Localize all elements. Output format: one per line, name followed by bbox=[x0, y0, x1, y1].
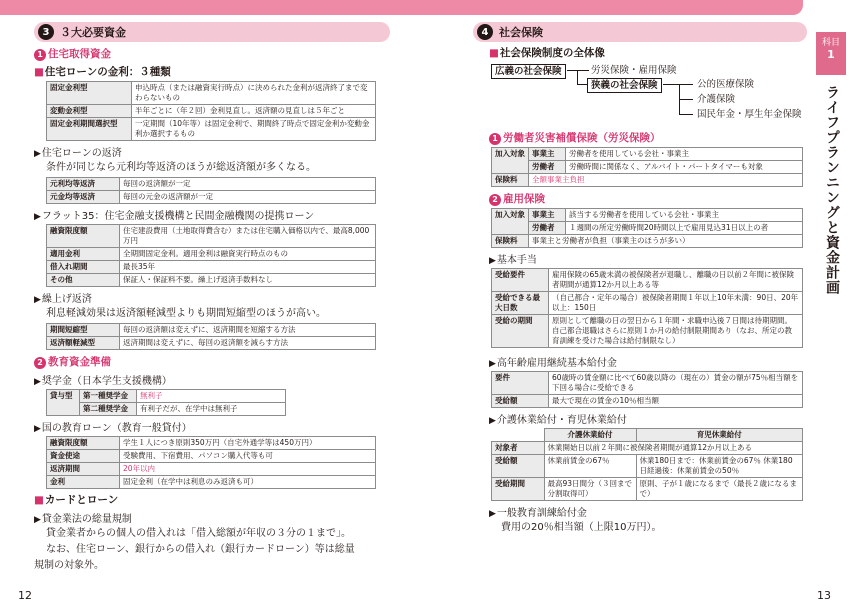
diagram-pension: 国民年金・厚生年金保険 bbox=[697, 109, 802, 120]
row-value: 最大で現在の賃金の10％相当額 bbox=[549, 395, 803, 408]
section-header-3 bbox=[34, 22, 390, 42]
table-row bbox=[492, 442, 803, 455]
row-value: 20年以内 bbox=[120, 463, 376, 476]
row-value: 半年ごとに（年２回）金利見直し。返済額の見直しは５年ごと bbox=[132, 105, 376, 118]
heading-leave-benefits: ▶ 介護休業給付・育児休業給付 bbox=[489, 411, 807, 426]
row-header: 固定金利期間選択型 bbox=[47, 118, 132, 141]
row-header: 資金使途 bbox=[47, 450, 120, 463]
table-row bbox=[492, 161, 803, 174]
row-value: 受験費用、下宿費用、パソコン購入代等も可 bbox=[120, 450, 376, 463]
paragraph: 条件が同じなら元利均等返済のほうが総返済額が多くなる。 bbox=[46, 162, 316, 173]
row-value: １週間の所定労働時間20時間以上で雇用見込31日以上の者 bbox=[566, 222, 803, 235]
row-header: 受給期間 bbox=[492, 478, 545, 501]
section-title: 社会保険 bbox=[499, 26, 543, 39]
row-value: 事業主と労働者が負担（事業主のほうが多い） bbox=[529, 235, 803, 248]
row-value: 毎回の返済額が一定 bbox=[120, 178, 376, 191]
row-value: 最高93日間分（３回まで分割取得可） bbox=[544, 478, 636, 501]
chapter-tab-label: 科目 bbox=[821, 38, 840, 48]
scholarship-table bbox=[46, 389, 286, 416]
row-header: 貸与型 bbox=[47, 390, 80, 416]
row-subheader: 事業主 bbox=[529, 148, 566, 161]
row-header: 受給できる最大日数 bbox=[492, 292, 549, 315]
row-subheader: 第一種奨学金 bbox=[80, 390, 137, 403]
row-header: 融資限度額 bbox=[47, 225, 120, 248]
table-row bbox=[47, 178, 376, 191]
paragraph: 貸金業者からの個人の借入れは「借入総額が年収の３分の１まで」。 bbox=[46, 528, 351, 539]
row-value: 有利子だが、在学中は無利子 bbox=[137, 403, 286, 416]
row-value: 最長35年 bbox=[120, 261, 376, 274]
table-row bbox=[47, 476, 376, 489]
row-value: 一定期間（10年等）は固定金利で、期間終了時点で固定金利か変動金利か選択するもの bbox=[132, 118, 376, 141]
table-row bbox=[47, 261, 376, 274]
elderly-continuation-table bbox=[491, 371, 803, 408]
row-header: 保険料 bbox=[492, 235, 529, 248]
chapter-tab bbox=[816, 32, 846, 75]
row-header: 金利 bbox=[47, 476, 120, 489]
chapter-title: ライフプランニングと資金計画 bbox=[824, 85, 840, 295]
row-value: 保証人・保証料不要。繰上げ返済手数料なし bbox=[120, 274, 376, 287]
row-header: 変動金利型 bbox=[47, 105, 132, 118]
row-value: 固定金利（在学中は利息のみ返済も可） bbox=[120, 476, 376, 489]
row-subheader: 第二種奨学金 bbox=[80, 403, 137, 416]
right-page bbox=[467, 22, 807, 537]
column-header: 介護休業給付 bbox=[544, 429, 636, 442]
heading-number: 1 bbox=[489, 133, 501, 145]
table-row bbox=[47, 274, 376, 287]
heading-elderly-continuation: ▶ 高年齢雇用継続基本給付金 bbox=[489, 354, 807, 369]
row-header: 受給額 bbox=[492, 455, 545, 478]
row-subheader: 労働者 bbox=[529, 222, 566, 235]
table-row bbox=[492, 455, 803, 478]
diagram-line bbox=[679, 114, 693, 115]
table-row bbox=[47, 105, 376, 118]
chapter-tab-number: 1 bbox=[827, 48, 835, 61]
heading-mortgage-rate: ■ 住宅ローンの金利：３種類 bbox=[34, 64, 390, 79]
heading-education-loan: ▶ 国の教育ローン（教育一般貸付） bbox=[34, 419, 390, 434]
row-header: 受給額 bbox=[492, 395, 549, 408]
row-header: 要件 bbox=[492, 372, 549, 395]
row-header: 返済期間 bbox=[47, 463, 120, 476]
heading-basic-allowance: ▶ 基本手当 bbox=[489, 251, 807, 266]
row-value: 全期間固定金利。適用金利は融資実行時点のもの bbox=[120, 248, 376, 261]
heading-education bbox=[34, 354, 390, 369]
diagram-narrow: 狭義の社会保険 bbox=[587, 78, 662, 93]
table-row bbox=[47, 324, 376, 337]
row-value: 申込時点（または融資実行時点）に決められた金利が返済終了まで変わらないもの bbox=[132, 82, 376, 105]
row-header: 対象者 bbox=[492, 442, 545, 455]
table-row bbox=[492, 209, 803, 222]
table-row bbox=[47, 450, 376, 463]
row-value: 全額事業主負担 bbox=[529, 174, 803, 187]
table-row bbox=[492, 395, 803, 408]
row-value: 返済期間は変えずに、毎回の返済額を減らす方法 bbox=[120, 337, 376, 350]
table-row bbox=[492, 429, 803, 442]
row-subheader: 事業主 bbox=[529, 209, 566, 222]
heading-workers-comp bbox=[489, 130, 807, 145]
row-value: 労働者を使用している会社・事業主 bbox=[566, 148, 803, 161]
blank-cell bbox=[492, 429, 545, 442]
row-value: 休業前賃金の67％ bbox=[544, 455, 636, 478]
column-header: 育児休業給付 bbox=[636, 429, 802, 442]
row-header: 元金均等返済 bbox=[47, 191, 120, 204]
row-value: 学生１人につき原則350万円（自宅外通学等は450万円） bbox=[120, 437, 376, 450]
table-row bbox=[492, 315, 803, 348]
table-row bbox=[492, 372, 803, 395]
table-row bbox=[47, 191, 376, 204]
heading-text: 教育資金準備 bbox=[48, 356, 111, 368]
table-row bbox=[492, 222, 803, 235]
table-row bbox=[492, 235, 803, 248]
heading-card-loan: ■ カードとローン bbox=[34, 492, 390, 507]
row-header: 期間短縮型 bbox=[47, 324, 120, 337]
table-row bbox=[47, 390, 286, 403]
table-row bbox=[492, 478, 803, 501]
table-row bbox=[47, 463, 376, 476]
table-row bbox=[47, 437, 376, 450]
row-value: 休業開始日以前２年間に被保険者期間が通算12か月以上ある bbox=[544, 442, 803, 455]
row-header: 元利均等返済 bbox=[47, 178, 120, 191]
heading-social-overview: ■ 社会保険制度の全体像 bbox=[489, 45, 807, 60]
row-value: 原則として離職の日の翌日から１年間・求職申込後７日間は待期期間。自己都合退職はさらに原則１か月の給付制限期間あり（なお、所定の教育訓練を受けた場合は給付制限なし） bbox=[549, 315, 803, 348]
heading-scholarship: ▶ 奨学金（日本学生支援機構） bbox=[34, 372, 390, 387]
employment-ins-table bbox=[491, 208, 803, 248]
diagram-care: 介護保険 bbox=[697, 94, 736, 105]
row-header: 固定金利型 bbox=[47, 82, 132, 105]
diagram-labor: 労災保険・雇用保険 bbox=[591, 65, 677, 76]
row-value: 60歳時の賃金額に比べて60歳以降の（現在の）賃金の額が75％相当額を下回る場合に受給できる bbox=[549, 372, 803, 395]
paragraph: 費用の20％相当額（上限10万円）。 bbox=[501, 522, 662, 533]
education-loan-table bbox=[46, 436, 376, 489]
heading-repayment: ▶ 住宅ローンの返済 bbox=[34, 144, 390, 159]
table-row bbox=[47, 337, 376, 350]
section-header-4 bbox=[473, 22, 807, 42]
row-value: 毎回の元金の返済額が一定 bbox=[120, 191, 376, 204]
section-title: ３大必要資金 bbox=[60, 26, 126, 39]
paragraph: 利息軽減効果は返済額軽減型よりも期間短縮型のほうが高い。 bbox=[46, 308, 326, 319]
diagram-broad: 広義の社会保険 bbox=[491, 64, 566, 79]
page-number-left: 12 bbox=[18, 589, 32, 602]
row-header: 借入れ期間 bbox=[47, 261, 120, 274]
diagram-line bbox=[577, 70, 578, 84]
table-row bbox=[492, 269, 803, 292]
paragraph: 規制の対象外。 bbox=[34, 560, 104, 571]
row-value: 労働時間に関係なく、アルバイト・パートタイマーも対象 bbox=[566, 161, 803, 174]
table-row bbox=[47, 82, 376, 105]
heading-text: 労働者災害補償保険（労災保険） bbox=[503, 132, 661, 144]
diagram-line bbox=[679, 99, 693, 100]
heading-flat35: ▶ フラット35：住宅金融支援機構と民間金融機関の提携ローン bbox=[34, 207, 390, 222]
heading-text: 雇用保険 bbox=[503, 193, 545, 205]
diagram-medical: 公的医療保険 bbox=[697, 79, 755, 90]
heading-employment-ins bbox=[489, 191, 807, 206]
row-subheader: 労働者 bbox=[529, 161, 566, 174]
row-header: 受給の期間 bbox=[492, 315, 549, 348]
row-value: 雇用保険の65歳未満の被保険者が退職し、離職の日以前２年間に被保険者期間が通算12か月以上ある等 bbox=[549, 269, 803, 292]
diagram-line bbox=[663, 84, 693, 85]
section-number: 3 bbox=[38, 24, 54, 40]
diagram-line bbox=[577, 84, 587, 85]
row-value: 無利子 bbox=[137, 390, 286, 403]
row-value: 住宅建設費用（土地取得費含む）または住宅購入価格以内で、最高8,000万円 bbox=[120, 225, 376, 248]
row-header: 受給要件 bbox=[492, 269, 549, 292]
table-row bbox=[492, 148, 803, 161]
table-row bbox=[47, 225, 376, 248]
heading-number: 1 bbox=[34, 49, 46, 61]
flat35-table bbox=[46, 224, 376, 287]
table-row bbox=[47, 118, 376, 141]
workers-comp-table bbox=[491, 147, 803, 187]
diagram-line bbox=[567, 70, 589, 71]
page-number-right: 13 bbox=[817, 589, 831, 602]
row-value: 毎回の返済額は変えずに、返済期間を短縮する方法 bbox=[120, 324, 376, 337]
social-insurance-diagram bbox=[491, 62, 807, 126]
paragraph: なお、住宅ローン、銀行からの借入れ（銀行カードローン）等は総量 bbox=[46, 544, 355, 555]
heading-training-benefit: ▶ 一般教育訓練給付金 bbox=[489, 504, 807, 519]
row-value: 原則、子が１歳になるまで（最長２歳になるまで） bbox=[636, 478, 802, 501]
basic-allowance-table bbox=[491, 268, 803, 348]
row-value: 該当する労働者を使用している会社・事業主 bbox=[566, 209, 803, 222]
heading-text: 住宅取得資金 bbox=[48, 48, 111, 60]
heading-total-regulation: ▶ 貸金業法の総量規制 bbox=[34, 510, 390, 525]
row-header: 適用金利 bbox=[47, 248, 120, 261]
table-row bbox=[47, 248, 376, 261]
row-value: （自己都合・定年の場合）被保険者期間１年以上10年未満：90日、20年以上：150日 bbox=[549, 292, 803, 315]
leave-benefits-table bbox=[491, 428, 803, 501]
table-row bbox=[492, 292, 803, 315]
heading-housing bbox=[34, 46, 390, 61]
row-header: 加入対象 bbox=[492, 148, 529, 174]
left-page bbox=[18, 22, 390, 575]
row-header: 返済額軽減型 bbox=[47, 337, 120, 350]
row-header: その他 bbox=[47, 274, 120, 287]
heading-prepayment: ▶ 繰上げ返済 bbox=[34, 290, 390, 305]
prepayment-table bbox=[46, 323, 376, 350]
row-header: 保険料 bbox=[492, 174, 529, 187]
repayment-table bbox=[46, 177, 376, 204]
row-value: 休業180日まで：休業前賃金の67％ 休業180日経過後：休業前賃金の50％ bbox=[636, 455, 802, 478]
rate-type-table bbox=[46, 81, 376, 141]
row-header: 加入対象 bbox=[492, 209, 529, 235]
top-band bbox=[0, 0, 803, 15]
section-number: 4 bbox=[477, 24, 493, 40]
row-header: 融資限度額 bbox=[47, 437, 120, 450]
table-row bbox=[492, 174, 803, 187]
heading-number: 2 bbox=[34, 357, 46, 369]
heading-number: 2 bbox=[489, 194, 501, 206]
table-row bbox=[47, 403, 286, 416]
